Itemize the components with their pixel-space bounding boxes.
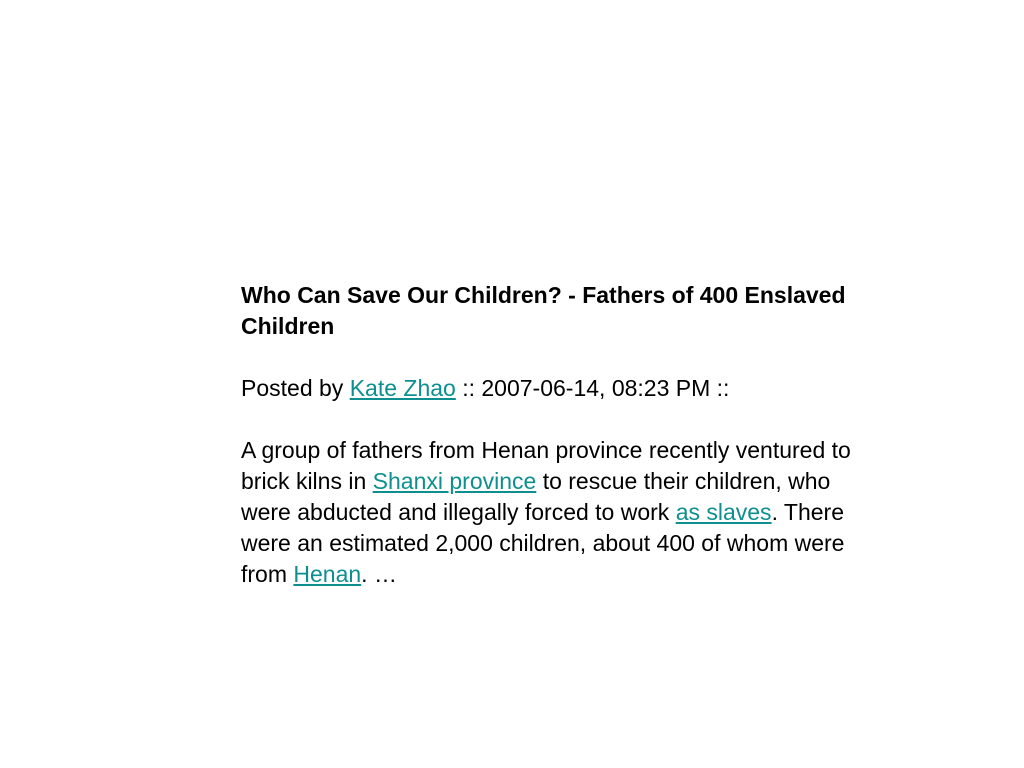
body-text-1: A group of fathers from Henan province recently ventured to brick kilns in <box>241 437 851 494</box>
body-text-3: . There were an estimated 2,000 children, about 400 of whom were from <box>241 499 845 587</box>
shanxi-province-link[interactable]: Shanxi province <box>372 468 537 494</box>
article-block <box>241 280 853 590</box>
posted-prefix: Posted by <box>241 375 350 401</box>
body-text-4: . … <box>361 561 397 587</box>
body-text-2: to rescue their children, who were abducted and illegally forced to work <box>241 468 831 525</box>
henan-link[interactable]: Henan <box>293 561 362 587</box>
posted-line <box>241 373 853 404</box>
article-body <box>241 435 853 590</box>
as-slaves-link[interactable]: as slaves <box>675 499 772 525</box>
article-title: Who Can Save Our Children? - Fathers of 400 Enslaved Children <box>241 282 846 339</box>
posted-date: :: 2007-06-14, 08:23 PM :: <box>455 375 730 401</box>
author-link[interactable]: Kate Zhao <box>349 375 456 401</box>
